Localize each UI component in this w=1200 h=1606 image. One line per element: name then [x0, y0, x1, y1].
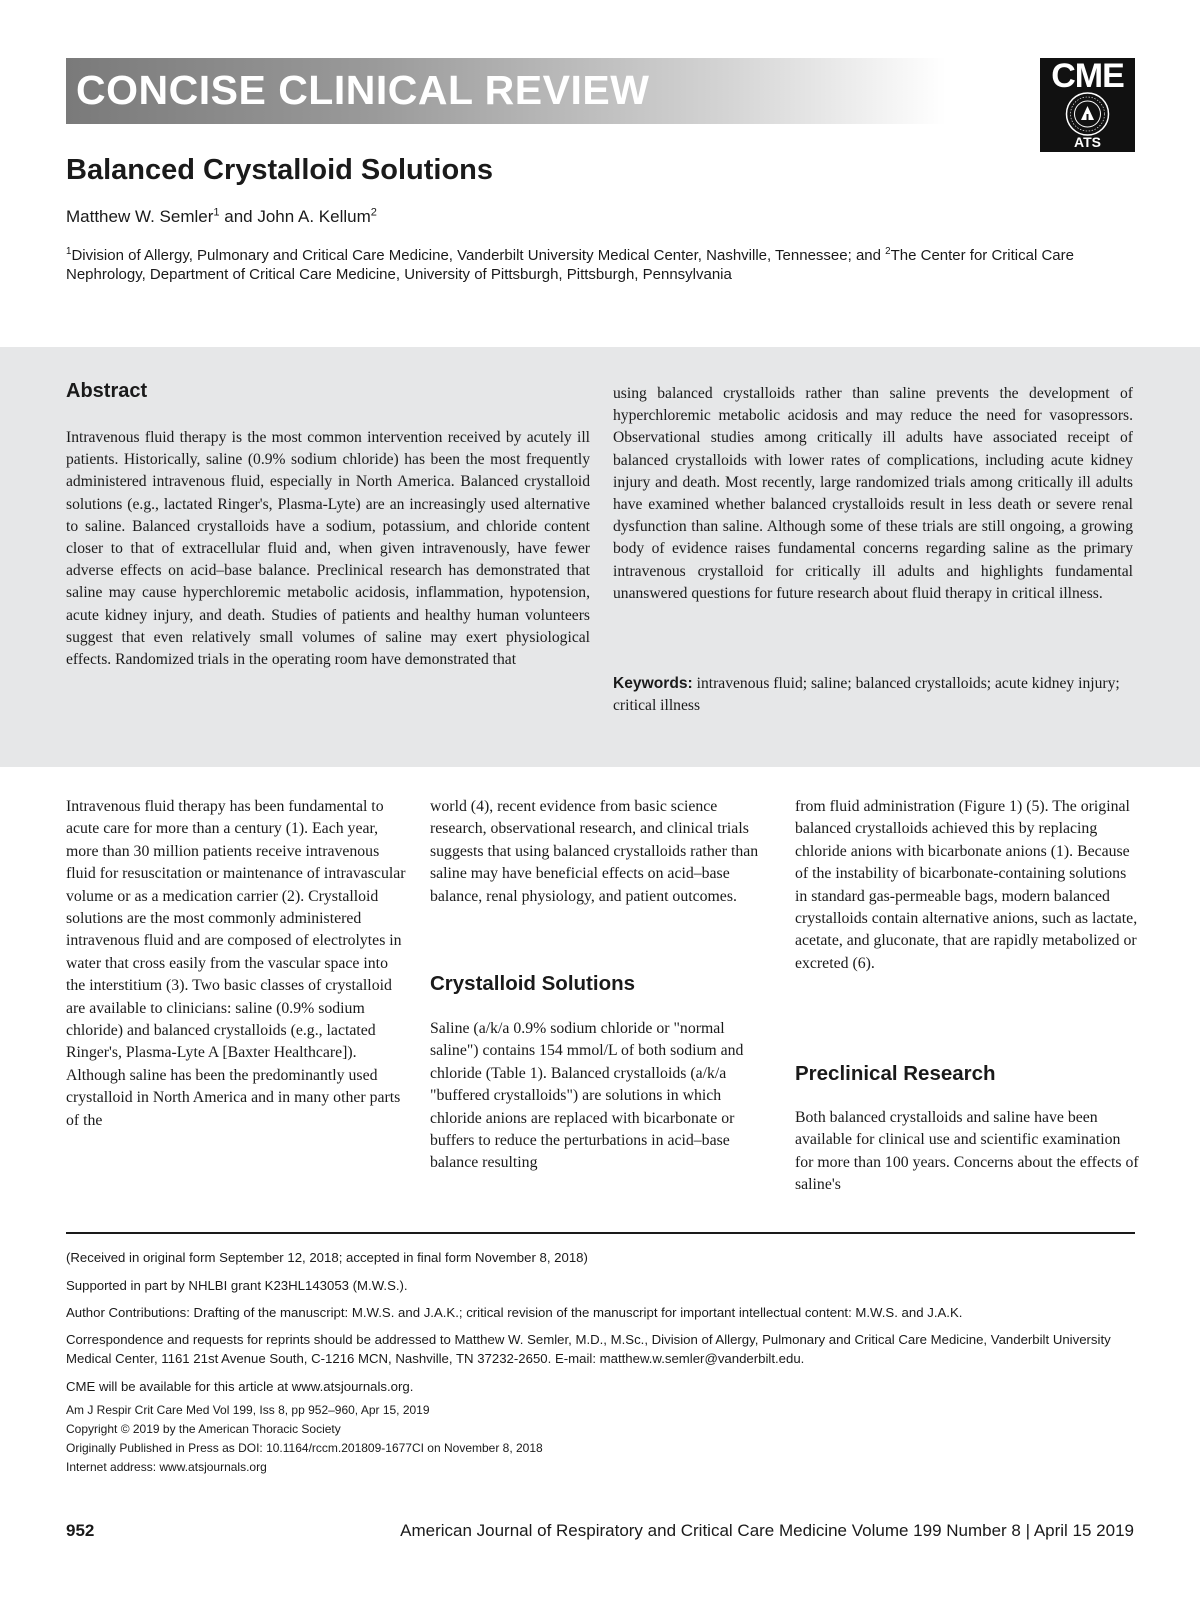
- cme-ats-logo: [1040, 58, 1135, 152]
- author-name: Matthew W. Semler: [66, 207, 214, 226]
- section-heading: Crystalloid Solutions: [430, 972, 636, 995]
- citation-journal: Am J Respir Crit Care Med Vol 199, Iss 8, pp 952–960, Apr 15, 2019: [66, 1403, 430, 1417]
- section-heading: Preclinical Research: [795, 1062, 996, 1085]
- body-paragraph: Saline (a/k/a 0.9% sodium chloride or "normal saline") contains 154 mmol/L of both sodium and chloride (Table 1). Balanced crystalloids (a/k/a "buffered crystalloids") are solutions in which chloride anions are replaced with bicarbonate or buffers to reduce the perturbations in acid–base balance resulting: [430, 1020, 744, 1172]
- affiliation-marker: 1: [66, 246, 72, 257]
- page-number: 952: [66, 1521, 95, 1540]
- keywords-list: intravenous fluid; saline; balanced crystalloids; acute kidney injury; critical illness: [613, 675, 1120, 715]
- author-line: [66, 207, 377, 227]
- footnote-divider: [66, 1232, 1135, 1234]
- citation-doi: Originally Published in Press as DOI: 10.1164/rccm.201809-1677CI on November 8, 2018: [66, 1441, 543, 1455]
- affiliations: [66, 246, 1146, 284]
- article-title: Balanced Crystalloid Solutions: [66, 154, 494, 186]
- affiliation-marker: 2: [885, 246, 891, 257]
- section-banner: [66, 58, 946, 124]
- footnote-cme: CME will be available for this article at www.atsjournals.org.: [66, 1379, 414, 1394]
- body-paragraph: from fluid administration (Figure 1) (5). The original balanced crystalloids achieved this by replacing chloride anions with bicarbonate anions (1). Because of the instability of bicarbonate-containing solutions in standard gas-permeable bags, modern balanced crystalloids contain alternative anions, such as lactate, acetate, and gluconate, that are rapidly metabolized or excreted (6).: [795, 798, 1138, 972]
- cme-logo-text: CME: [1051, 58, 1124, 95]
- footnote-received: (Received in original form September 12, 2018; accepted in final form November 8, 2018): [66, 1250, 588, 1265]
- footnote-contributions: Author Contributions: Drafting of the manuscript: M.W.S. and J.A.K.; critical revision of the manuscript for important intellectual content: M.W.S. and J.A.K.: [66, 1305, 963, 1320]
- body-paragraph: Intravenous fluid therapy has been fundamental to acute care for more than a century (1). Each year, more than 30 million patients receive intravenous fluid for resuscitation or maintenance of intravascular volume or as a medication carrier (2). Crystalloid solutions are the most commonly administered intravenous fluid and are composed of electrolytes in water that cross easily from the vascular space into the interstitium (3). Two basic classes of crystalloid are available to clinicians: saline (0.9% sodium chloride) and balanced crystalloids (e.g., lactated Ringer's, Plasma-Lyte A [Baxter Healthcare]). Although saline has been the predominantly used crystalloid in North America and in many other parts of the: [66, 798, 406, 1129]
- affiliation-text: Division of Allergy, Pulmonary and Critical Care Medicine, Vanderbilt University Medical Center, Nashville, Tennessee; and: [71, 247, 886, 264]
- keywords: [613, 673, 1133, 717]
- citation-copyright: Copyright © 2019 by the American Thoracic Society: [66, 1422, 341, 1436]
- citation-internet: Internet address: www.atsjournals.org: [66, 1460, 267, 1474]
- body-paragraph: world (4), recent evidence from basic science research, observational research, and clinical trials suggests that using balanced crystalloids rather than saline may have beneficial effects on acid–base balance, renal physiology, and patient outcomes.: [430, 798, 759, 905]
- ats-logo-text: ATS: [1074, 134, 1101, 150]
- running-footer: American Journal of Respiratory and Critical Care Medicine Volume 199 Number 8 | April 15 2019: [400, 1521, 1134, 1540]
- author-separator: and: [219, 207, 258, 226]
- abstract-text-right: using balanced crystalloids rather than saline prevents the development of hyperchloremic metabolic acidosis and may reduce the need for vasopressors. Observational studies among critically ill adults have associated receipt of balanced crystalloids with lower rates of complications, including acute kidney injury and death. Most recently, large randomized trials among critically ill adults have examined whether balanced crystalloids result in less death or severe renal dysfunction than saline. Although some of these trials are still ongoing, a growing body of evidence raises fundamental concerns regarding saline as the primary intravenous crystalloid for critically ill adults and highlights fundamental unanswered questions for future research about fluid therapy in critical illness.: [613, 385, 1133, 602]
- affiliation-marker: 2: [370, 206, 377, 219]
- body-paragraph: Both balanced crystalloids and saline have been available for clinical use and scientific examination for more than 100 years. Concerns about the effects of saline's: [795, 1109, 1139, 1194]
- banner-text: CONCISE CLINICAL REVIEW: [76, 67, 650, 113]
- affiliation-marker: 1: [213, 206, 220, 219]
- footnote-correspondence: Correspondence and requests for reprints should be addressed to Matthew W. Semler, M.D., M.Sc., Division of Allergy, Pulmonary and Critical Care Medicine, Vanderbilt University Medical Center, 1161 21st Avenue South, C-1216 MCN, Nashville, TN 37232-2650. E-mail: matthew.w.semler@vanderbilt.edu.: [66, 1332, 1111, 1366]
- abstract-heading: Abstract: [66, 380, 148, 402]
- keywords-label: Keywords:: [613, 675, 693, 692]
- abstract-text-left: Intravenous fluid therapy is the most common intervention received by acutely ill patients. Historically, saline (0.9% sodium chloride) has been the most frequently administered intravenous fluid, especially in North America. Balanced crystalloid solutions (e.g., lactated Ringer's, Plasma-Lyte) are an increasingly used alternative to saline. Balanced crystalloids have a sodium, potassium, and chloride content closer to that of extracellular fluid and, when given intravenously, have fewer adverse effects on acid–base balance. Preclinical research has demonstrated that saline may cause hyperchloremic metabolic acidosis, inflammation, hypotension, acute kidney injury, and death. Studies of patients and healthy human volunteers suggest that even relatively small volumes of saline may exert physiological effects. Randomized trials in the operating room have demonstrated that: [66, 429, 590, 669]
- footnote-funding: Supported in part by NHLBI grant K23HL143053 (M.W.S.).: [66, 1278, 408, 1293]
- author-name: John A. Kellum: [257, 207, 371, 226]
- affiliation-text: The Center for Critical Care Nephrology, Department of Critical Care Medicine, University of Pittsburgh, Pittsburgh, Pennsylvania: [66, 247, 1074, 283]
